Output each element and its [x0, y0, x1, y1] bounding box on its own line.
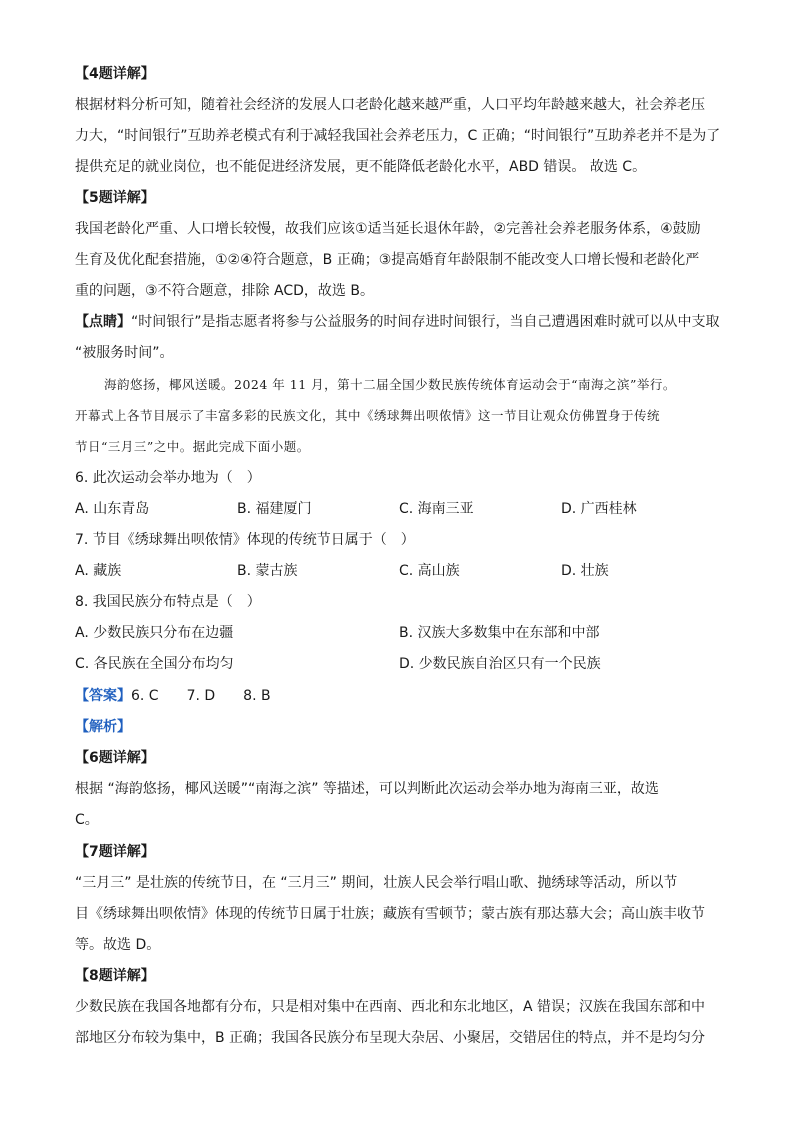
section-5-title: 【5题详解】 — [75, 190, 155, 206]
section-7-line-3: 等。故选 D。 — [75, 937, 161, 953]
question-6-stem: 6. 此次运动会举办地为（ ） — [75, 470, 261, 486]
section-5-line-1: 我国老龄化严重、人口增长较慢，故我们应该①适当延长退休年龄，②完善社会养老服务体系，④鼓励 — [75, 221, 701, 237]
q8-option-a: A. 少数民族只分布在边疆 — [75, 625, 234, 641]
question-7-stem: 7. 节目《绣球舞出呗侬情》体现的传统节日属于（ ） — [75, 532, 415, 548]
section-6-title: 【6题详解】 — [75, 750, 155, 766]
section-6-line-2: C。 — [75, 812, 99, 828]
analysis-label: 【解析】 — [75, 719, 131, 735]
section-7-line-2: 目《绣球舞出呗侬情》体现的传统节日属于壮族；藏族有雪顿节；蒙古族有那达慕大会；高山族丰收节 — [75, 906, 705, 922]
section-4-line-2: 力大，“时间银行”互助养老模式有利于减轻我国社会养老压力，C 正确；“时间银行”互助养老并不是为了 — [75, 128, 721, 144]
question-8-stem: 8. 我国民族分布特点是（ ） — [75, 594, 261, 610]
q7-option-d: D. 壮族 — [561, 563, 609, 579]
q6-option-d: D. 广西桂林 — [561, 501, 637, 517]
answer-label: 【答案】 — [75, 688, 131, 704]
section-5-line-3: 重的问题，③不符合题意，排除 ACD，故选 B。 — [75, 283, 374, 299]
q7-option-c: C. 高山族 — [399, 563, 460, 579]
section-5-line-2: 生育及优化配套措施，①②④符合题意，B 正确；③提高婚育年龄限制不能改变人口增长慢和老龄化严 — [75, 252, 700, 268]
material-line-2: 开幕式上各节目展示了丰富多彩的民族文化，其中《绣球舞出呗侬情》这一节目让观众仿佛置身于传统 — [75, 408, 661, 423]
q8-option-c: C. 各民族在全国分布均匀 — [75, 656, 234, 672]
section-8-line-1: 少数民族在我国各地都有分布，只是相对集中在西南、西北和东北地区，A 错误；汉族在我国东部和中 — [75, 999, 706, 1015]
q8-option-b: B. 汉族大多数集中在东部和中部 — [399, 625, 600, 641]
point-line-2: “被服务时间”。 — [75, 345, 174, 361]
answer-text: 6. C 7. D 8. B — [131, 688, 271, 704]
section-6-line-1: 根据 “海韵悠扬，椰风送暖”“南海之滨” 等描述，可以判断此次运动会举办地为海南三亚，故选 — [75, 781, 659, 797]
material-line-3: 节日“三月三”之中。据此完成下面小题。 — [75, 439, 310, 454]
q6-option-b: B. 福建厦门 — [237, 501, 312, 517]
q7-option-b: B. 蒙古族 — [237, 563, 298, 579]
section-8-title: 【8题详解】 — [75, 968, 155, 984]
point-text-1: “时间银行”是指志愿者将参与公益服务的时间存进时间银行，当自己遭遇困难时就可以从中支取 — [131, 314, 720, 330]
section-4-title: 【4题详解】 — [75, 66, 155, 82]
answer-line — [75, 686, 725, 706]
q6-option-c: C. 海南三亚 — [399, 501, 474, 517]
section-8-line-2: 部地区分布较为集中，B 正确；我国各民族分布呈现大杂居、小聚居，交错居住的特点，并不是均匀分 — [75, 1030, 706, 1046]
point-line-1 — [75, 312, 725, 332]
point-title: 【点睛】 — [75, 314, 131, 330]
section-4-line-3: 提供充足的就业岗位，也不能促进经济发展，更不能降低老龄化水平，ABD 错误。 故选 C。 — [75, 159, 647, 175]
section-7-title: 【7题详解】 — [75, 844, 155, 860]
section-7-line-1: “三月三” 是壮族的传统节日，在 “三月三” 期间，壮族人民会举行唱山歌、抛绣球等活动，所以节 — [75, 875, 678, 891]
q8-option-d: D. 少数民族自治区只有一个民族 — [399, 656, 601, 672]
q7-option-a: A. 藏族 — [75, 563, 122, 579]
section-4-line-1: 根据材料分析可知，随着社会经济的发展人口老龄化越来越严重，人口平均年龄越来越大，社会养老压 — [75, 97, 705, 113]
q6-option-a: A. 山东青岛 — [75, 501, 150, 517]
material-line-1: 海韵悠扬，椰风送暖。2024 年 11 月，第十二届全国少数民族传统体育运动会于“南海之滨”举行。 — [104, 377, 676, 392]
